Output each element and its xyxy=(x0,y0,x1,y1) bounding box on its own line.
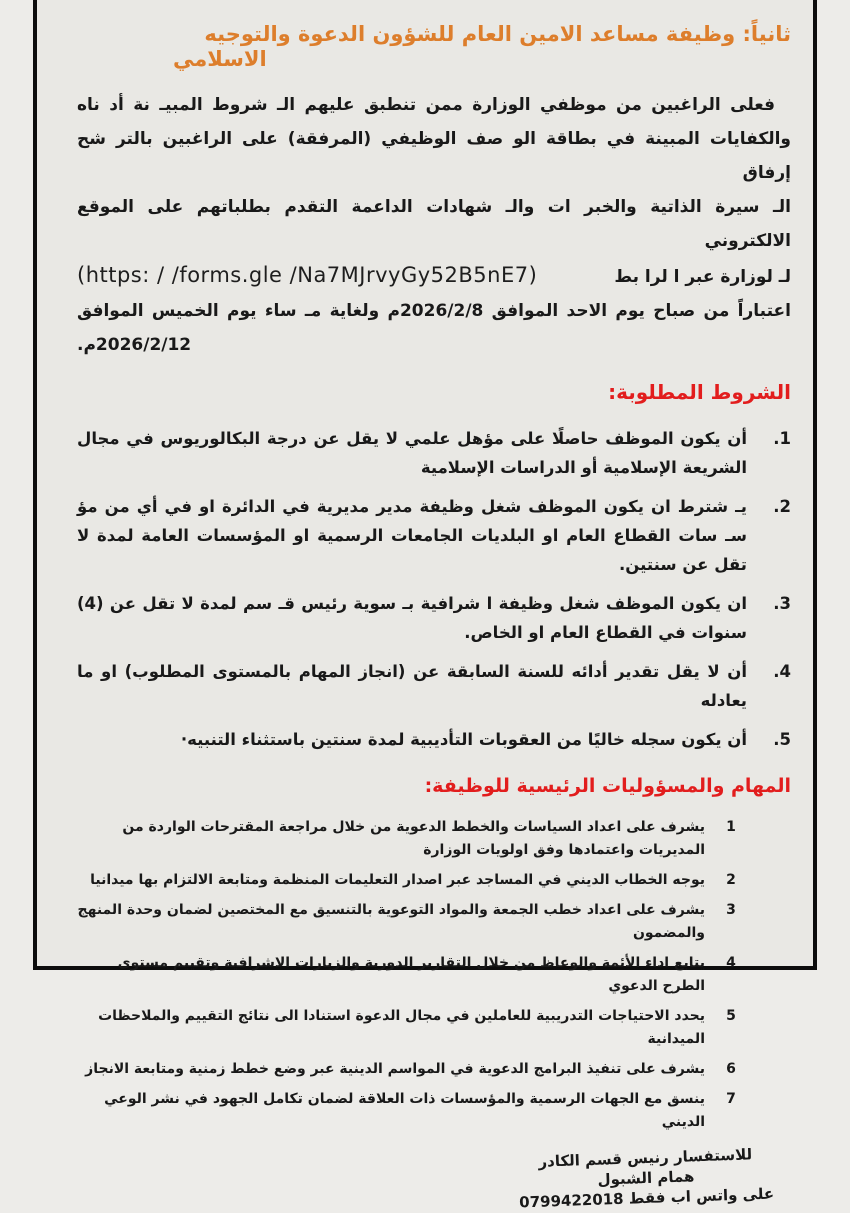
duty-text: يشرف على اعداد خطب الجمعة والمواد التوعوية بالتنسيق مع المختصين لضمان وحدة المنهج والمضمون xyxy=(77,902,705,941)
requirement-text: يـ شترط ان يكون الموظف شغل وظيفة مدير مديرية في الدائرة او في أي من مؤ سـ سات القطاع العام او البلديات الجامعات الرسمية او المؤسسات العامة لمدة لا تقل عن سنتين. xyxy=(77,497,747,574)
duty-text: يشرف على تنفيذ البرامج الدعوية في المواسم الدينية عبر وضع خطط زمنية ومتابعة الانجاز xyxy=(85,1061,705,1077)
requirements-heading: الشروط المطلوبة: xyxy=(608,380,791,404)
requirement-item xyxy=(77,589,791,647)
requirement-text: ان يكون الموظف شغل وظيفة ا شرافية بـ سوية رئيس قـ سم لمدة لا تقل عن (4) سنوات في القطاع العام او الخاص. xyxy=(77,594,747,642)
duty-item xyxy=(77,869,757,892)
contact-phone-whatsapp: 0799422018 على واتس اب فقط xyxy=(518,1184,775,1212)
requirement-item xyxy=(77,657,791,715)
duty-text: يوجه الخطاب الديني في المساجد عبر اصدار التعليمات المنظمة ومتابعة الالتزام بها ميدانيا xyxy=(90,872,705,888)
page-border-frame xyxy=(33,0,817,1212)
duty-item xyxy=(77,899,757,945)
requirement-text: أن لا يقل تقدير أدائه للسنة السابقة عن (انجاز المهام بالمستوى المطلوب) او ما يعادله xyxy=(77,662,747,710)
requirement-item xyxy=(77,424,791,482)
intro-paragraph xyxy=(77,88,791,362)
duty-text: يتابع اداء الأئمة والوعاظ من خلال التقارير الدورية والزيارات الاشرافية وتقييم مستوى الطرح الدعوي xyxy=(117,955,705,994)
intro-line: والكفايات المبينة في بطاقة الو صف الوظيفي (المرفقة) على الراغبين بالتر شح إرفاق xyxy=(77,129,791,183)
requirement-item xyxy=(77,492,791,579)
intro-line-url xyxy=(77,258,791,294)
contact-inquiry-label: للاستفسار رنيس قسم الكادر xyxy=(538,1145,753,1171)
page-title-line-2: الاسلامي xyxy=(173,47,267,71)
requirement-number: 2. xyxy=(773,497,791,516)
requirement-text: أن يكون سجله خاليًا من العقوبات التأديبية لمدة سنتين باستثناء التنبيه· xyxy=(180,730,747,749)
contact-info-block xyxy=(500,1143,792,1213)
duty-item xyxy=(77,952,757,998)
announcement-body xyxy=(37,0,813,1212)
requirement-item xyxy=(77,725,791,754)
duty-item xyxy=(77,1005,757,1051)
intro-url-prefix-text: لـ لوزارة عبر ا لرا بط xyxy=(614,267,791,287)
requirement-text: أن يكون الموظف حاصلًا على مؤهل علمي لا يقل عن درجة البكالوريوس في مجال الشريعة الإسلامية أو الدراسات الإسلامية xyxy=(77,429,747,477)
intro-line: فعلى الراغبين من موظفي الوزارة ممن تنطبق عليهم الـ شروط المبيـ نة أد ناه xyxy=(77,95,775,115)
intro-line: الـ سيرة الذاتية والخبر ات والـ شهادات الداعمة التقدم بطلباتهم على الموقع الالكتروني xyxy=(77,197,791,251)
requirements-list xyxy=(77,424,791,754)
duties-heading: المهام والمسؤوليات الرئيسية للوظيفة: xyxy=(424,775,791,797)
duty-item xyxy=(77,1088,757,1134)
requirement-number: 4. xyxy=(773,662,791,681)
duty-number: 7 xyxy=(726,1091,736,1107)
duty-number: 3 xyxy=(726,902,736,918)
duty-text: يشرف على اعداد السياسات والخطط الدعوية من خلال مراجعة المقترحات الواردة من المديريات واعتمادها وفق اولويات الوزارة xyxy=(122,819,705,858)
duties-list xyxy=(77,816,791,1134)
duty-number: 6 xyxy=(726,1061,736,1077)
requirement-number: 3. xyxy=(773,594,791,613)
page-title-line-1: ثانياً: وظيفة مساعد الامين العام للشؤون الدعوة والتوجيه xyxy=(204,22,791,46)
application-form-url[interactable]: (https: / /forms.gle /Na7MJrvyGy52B5nE7) xyxy=(77,263,538,287)
duty-number: 4 xyxy=(726,955,736,971)
duty-number: 5 xyxy=(726,1008,736,1024)
duty-number: 2 xyxy=(726,872,736,888)
duty-text: يحدد الاحتياجات التدريبية للعاملين في مجال الدعوة استنادا الى نتائج التقييم والملاحظات الميدانية xyxy=(98,1008,705,1047)
intro-line: اعتباراً من صباح يوم الاحد الموافق 2026/2/8م ولغاية مـ ساء يوم الخميس الموافق xyxy=(77,301,791,321)
duty-item xyxy=(77,816,757,862)
duty-item xyxy=(77,1058,757,1081)
duty-number: 1 xyxy=(726,819,736,835)
requirement-number: 1. xyxy=(773,429,791,448)
intro-end-date: 2026/2/12م. xyxy=(77,335,192,355)
duty-text: ينسق مع الجهات الرسمية والمؤسسات ذات العلاقة لضمان تكامل الجهود في نشر الوعي الديني xyxy=(104,1091,705,1130)
contact-person-name: همام الشبول xyxy=(597,1167,695,1189)
page-title xyxy=(77,22,791,72)
requirement-number: 5. xyxy=(773,730,791,749)
